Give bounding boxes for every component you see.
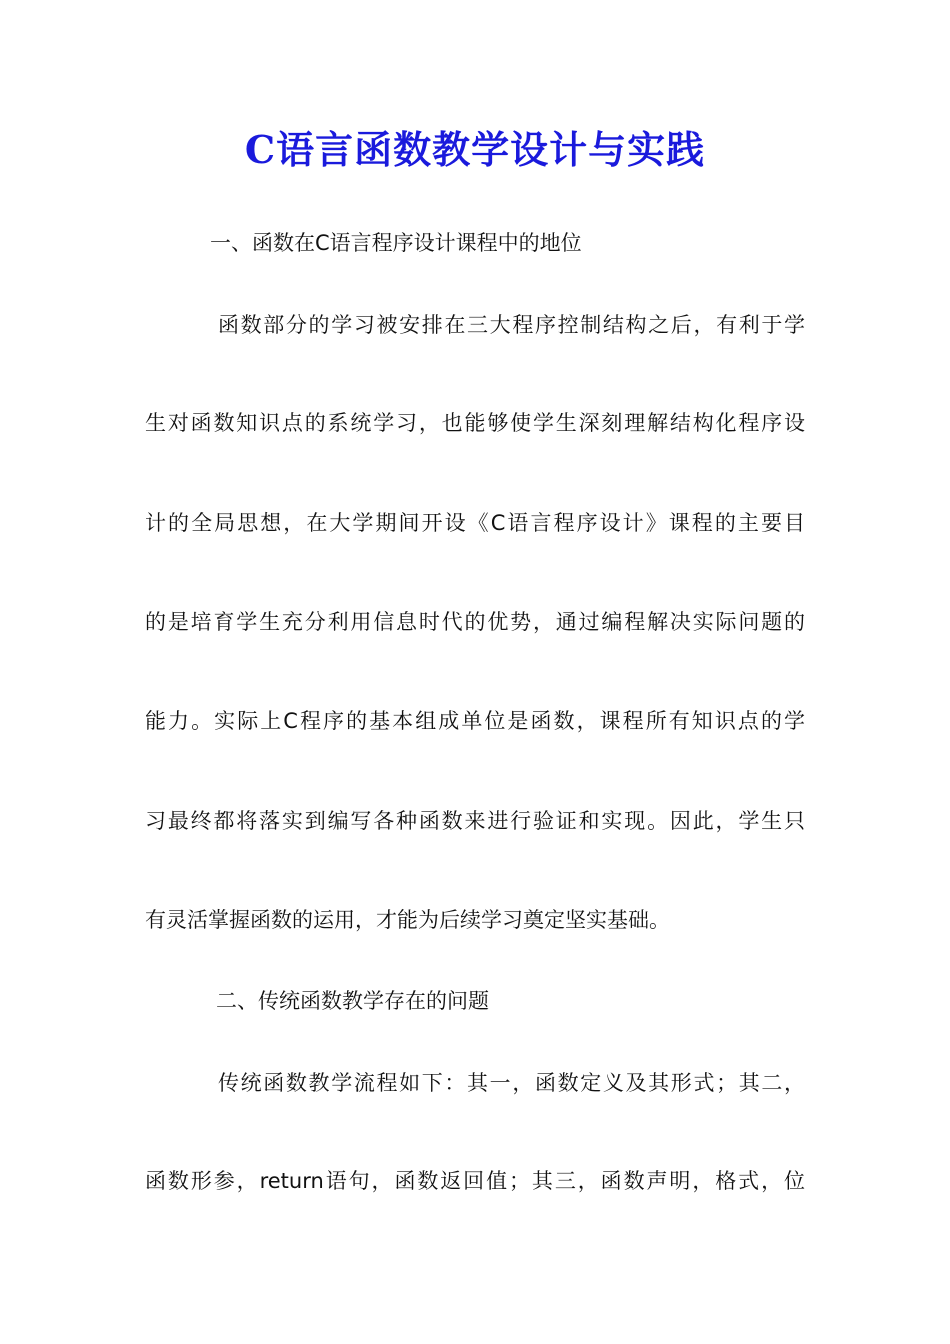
document-title: C语言函数教学设计与实践 (244, 127, 706, 172)
paragraph-line: 函数部分的学习被安排在三大程序控制结构之后，有利于学 (218, 313, 805, 337)
section-heading-1: 一、函数在C语言程序设计课程中的地位 (210, 231, 582, 255)
paragraph-line: 能力。实际上C程序的基本组成单位是函数，课程所有知识点的学 (145, 709, 805, 733)
paragraph-line: 传统函数教学流程如下：其一，函数定义及其形式；其二， (218, 1071, 805, 1095)
paragraph-line: 有灵活掌握函数的运用，才能为后续学习奠定坚实基础。 (145, 908, 670, 932)
paragraph-line: 计的全局思想，在大学期间开设《C语言程序设计》课程的主要目 (145, 511, 805, 535)
paragraph-line: 生对函数知识点的系统学习，也能够使学生深刻理解结构化程序设 (145, 411, 805, 435)
paragraph-line: 函数形参，return语句，函数返回值；其三，函数声明，格式，位 (145, 1169, 805, 1193)
paragraph-line: 的是培育学生充分利用信息时代的优势，通过编程解决实际问题的 (145, 610, 805, 634)
section-heading-2: 二、传统函数教学存在的问题 (216, 989, 489, 1013)
paragraph-line: 习最终都将落实到编写各种函数来进行验证和实现。因此，学生只 (145, 809, 805, 833)
